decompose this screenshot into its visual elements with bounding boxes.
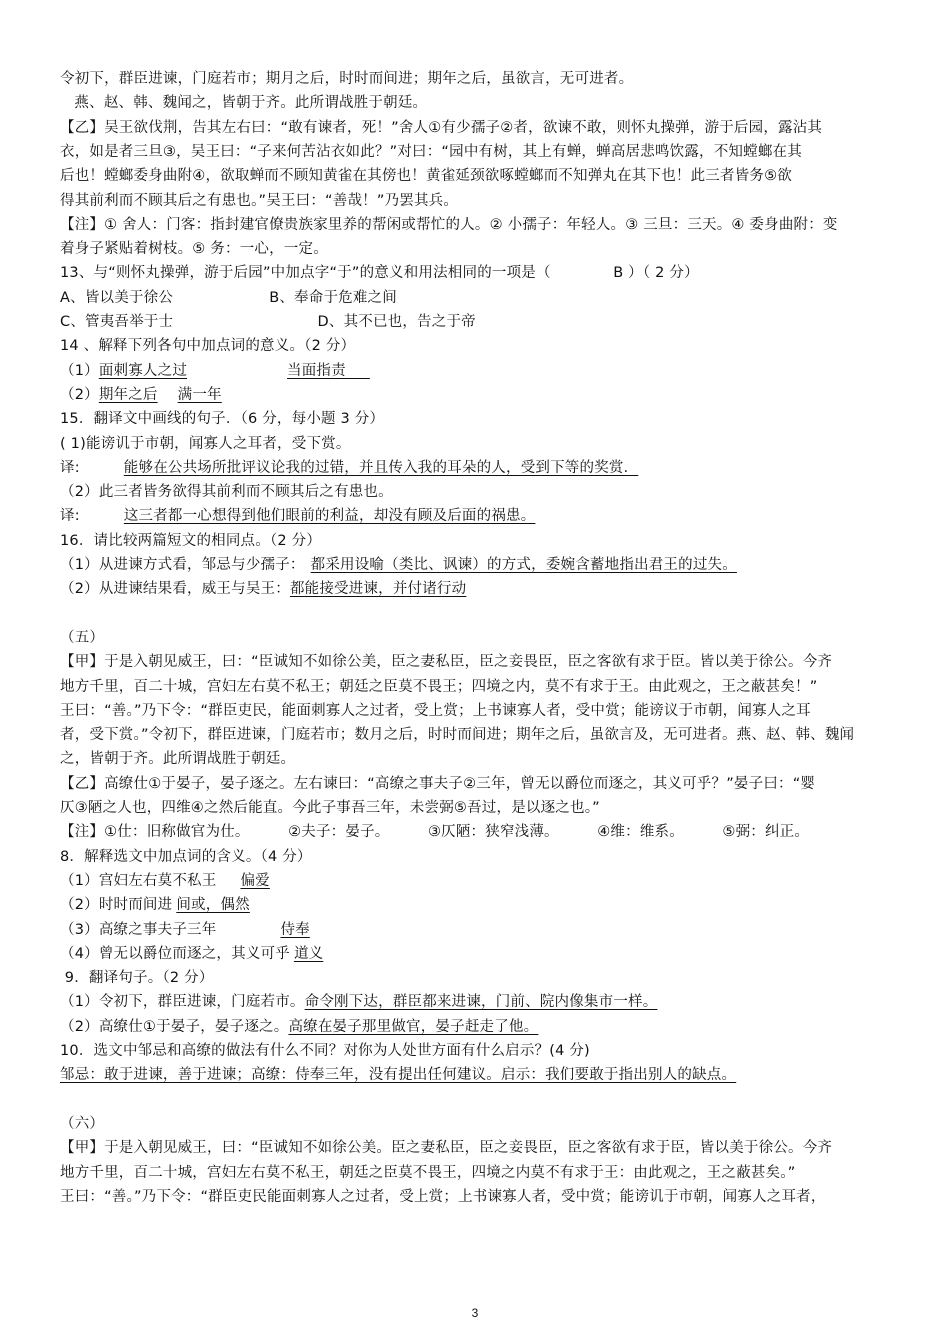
line-text: 王曰：“善。”乃下令：“群臣吏民，能面刺寡人之过者，受上赏；上书谏寡人者，受中赏；能谤议于市朝，闻寡人之耳 (60, 702, 811, 719)
page-number: 3 (471, 1306, 479, 1320)
line-text: 14 、解释下列各句中加点词的意义。（2 分） (60, 338, 356, 355)
line-text: 16．请比较两篇短文的相同点。（2 分） (60, 532, 322, 549)
line-text: 者，受下赏。”令初下，群臣进谏，门庭若市；数月之后，时时而间进；期年之后，虽欲言及，无可进者。燕、赵、韩、魏闻 (60, 727, 855, 744)
line-text: 8．解释选文中加点词的含义。（4 分） (60, 848, 312, 865)
line-text: （1）从进谏方式看，邹忌与少孺子： (60, 557, 305, 573)
line-text: 【注】① 舍人：门客：指封建官僚贵族家里养的帮闲或帮忙的人。② 小孺子：年轻人。③ 三旦：三天。④ 委身曲附：变 (60, 216, 838, 233)
underlined-phrase: 期年之后 (98, 386, 158, 403)
answer-text: 侍奉 (280, 921, 310, 938)
text-line (60, 1186, 910, 1208)
line-text: 王曰：“善。”乃下令：“群臣吏民能面刺寡人之过者，受上赏；上书谏寡人者，受中赏；能谤讥于市朝，闻寡人之耳者， (60, 1188, 826, 1205)
line-text: 15．翻译文中画线的句子．（6 分，每小题 3 分） (60, 411, 385, 428)
answer-text: 命令刚下达，群臣都来进谏，门前、院内像集市一样。 (304, 994, 658, 1011)
text-line (60, 967, 910, 989)
text-line (60, 627, 910, 649)
text-line (60, 894, 910, 916)
text-line (60, 335, 910, 357)
text-line (60, 821, 910, 843)
line-text: 【乙】吴王欲伐荆，告其左右曰：“敢有谏者，死！”舍人①有少孺子②者，欲谏不敢，则怀丸操弹，游于后园，露沾其 (60, 119, 823, 136)
text-line (60, 797, 910, 819)
text-line (60, 68, 910, 90)
text-line (60, 651, 910, 673)
line-text: 地方千里，百二十城，宫妇左右莫不私王，朝廷之臣莫不畏王，四境之内莫不有求于王：由此观之，王之蔽甚矣。” (60, 1164, 796, 1181)
line-text: （1） (60, 362, 99, 379)
line-text: 译: (60, 508, 80, 525)
answer-text: 满一年 (177, 386, 222, 403)
line-text: 10．选文中邹忌和高缭的做法有什么不同？对你为人处世方面有什么启示？(4 分) (60, 1043, 590, 1059)
line-text: 【注】①仕：旧称做官为仕。 ②夫子：晏子。 ③仄陋：狭窄浅薄。 ④维：维系。 ⑤弼：纠正。 (60, 824, 810, 841)
text-line (60, 360, 910, 382)
text-line (60, 773, 910, 795)
text-line (60, 262, 910, 284)
text-line (60, 676, 910, 698)
answer-text: 这三者都一心想得到他们眼前的利益，却没有顾及后面的祸患。 (123, 508, 536, 525)
underlined-phrase: 面刺寡人之过 (98, 362, 188, 379)
line-text: （4）曾无以爵位而逐之，其义可乎 (60, 945, 290, 962)
text-line (60, 505, 910, 527)
text-line (60, 554, 910, 576)
text-line (60, 530, 910, 552)
text-line (60, 748, 910, 770)
text-line (60, 1162, 910, 1184)
line-text: （2）时时而间进 (60, 897, 173, 914)
answer-text: 能够在公共场所批评议论我的过错，并且传入我的耳朵的人，受到下等的奖赏． (123, 459, 639, 476)
text-line (60, 1064, 910, 1086)
line-text: 地方千里，百二十城，宫妇左右莫不私王；朝廷之臣莫不畏王；四境之内，莫不有求于王。由此观之，王之蔽甚矣！” (60, 678, 818, 695)
answer-text: 当面指责 (287, 362, 370, 379)
line-text: （五） (60, 629, 105, 646)
text-line (60, 481, 910, 503)
text-line (60, 238, 910, 260)
line-text: 令初下，群臣进谏，门庭若市；期月之后，时时而间进；期年之后，虽欲言，无可进者。 (60, 71, 634, 87)
answer-text: 邹忌：敢于进谏，善于进谏；高缭：侍奉三年，没有提出任何建议。启示：我们要敢于指出别人的缺点。 (60, 1067, 737, 1084)
text-line (60, 92, 910, 114)
text-line (60, 991, 910, 1013)
line-text: （六） (60, 1115, 105, 1132)
line-text: C、管夷吾举于士 D、其不已也，告之于帝 (60, 314, 476, 330)
line-text: （1）令初下，群臣进谏，门庭若市。 (60, 994, 305, 1011)
text-line (60, 870, 910, 892)
text-line (60, 1137, 910, 1159)
text-line (60, 117, 910, 139)
line-text: 9．翻译句子。（2 分） (60, 970, 214, 987)
line-text: 【甲】于是入朝见威王，曰：“臣诚知不如徐公美。臣之妻私臣，臣之妾畏臣，臣之客欲有求于臣，皆以美于徐公。今齐 (60, 1140, 833, 1157)
answer-text: 间或，偶然 (176, 897, 250, 914)
line-text: （3）高缭之事夫子三年 (60, 921, 217, 938)
text-line (60, 457, 910, 479)
line-text: 后也！螳螂委身曲附④，欲取蝉而不顾知黄雀在其傍也！黄雀延颈欲啄螳螂而不知弹丸在其下也！此三者皆务⑤欲 (60, 168, 792, 185)
text-line (60, 943, 910, 965)
text-line (60, 287, 910, 309)
text-line (60, 141, 910, 163)
line-text: A、皆以美于徐公 B、奉命于危难之间 (60, 289, 397, 306)
text-line (60, 1016, 910, 1038)
text-line (60, 311, 910, 333)
line-text: （1）宫妇左右莫不私王 (60, 872, 217, 889)
text-line (60, 433, 910, 455)
line-text: （2）此三者皆务欲得其前利而不顾其后之有患也。 (60, 484, 393, 501)
line-text: 之，皆朝于齐。此所谓战胜于朝廷。 (60, 751, 296, 768)
line-text: 译: (60, 459, 80, 476)
line-text: 【乙】高缭仕①于晏子，晏子逐之。左右谏曰：“高缭之事夫子②三年，曾无以爵位而逐之，其义可乎？”晏子曰：“婴 (60, 775, 816, 792)
answer-text: 都能接受进谏，并付诸行动 (289, 581, 467, 598)
answer-text: 偏爱 (240, 872, 270, 889)
line-text: （2） (60, 386, 99, 403)
text-line (60, 214, 910, 236)
answer-text: 都采用设喻（类比、讽谏）的方式，委婉含蓄地指出君王的过失。 (310, 557, 737, 573)
line-text: 13、与“则怀丸操弹，游于后园”中加点字“于”的意义和用法相同的一项是（ B ）（ 2 分） (60, 265, 699, 282)
line-text: 衣，如是者三旦③，吴王曰：“子来何苦沾衣如此？”对曰：“园中有树，其上有蝉，蝉高居悲鸣饮露，不知螳螂在其 (60, 143, 802, 160)
line-text: 着身子紧贴着树枝。⑤ 务：一心，一定。 (60, 241, 328, 258)
line-text: （2）高缭仕①于晏子，晏子逐之。 (60, 1018, 289, 1035)
line-text: （2）从进谏结果看，威王与吴王： (60, 581, 290, 598)
line-text: 得其前利而不顾其后之有患也。”吴王曰：“善哉！”乃罢其兵。 (60, 192, 459, 209)
text-line (60, 919, 910, 941)
text-line (60, 724, 910, 746)
answer-text: 道义 (293, 945, 324, 962)
text-line (60, 190, 910, 212)
line-text: 仄③陋之人也，四维④之然后能直。今此子事吾三年，未尝弼⑤吾过，是以逐之也。” (60, 800, 600, 816)
text-line (60, 578, 910, 600)
text-line (60, 408, 910, 430)
line-text: 【甲】于是入朝见威王，曰：“臣诚知不如徐公美，臣之妻私臣，臣之妾畏臣，臣之客欲有求于臣。皆以美于徐公。今齐 (60, 654, 833, 671)
text-line (60, 165, 910, 187)
text-line (60, 1040, 910, 1062)
text-line (60, 700, 910, 722)
text-line (60, 846, 910, 868)
text-line (60, 603, 910, 625)
line-text: 燕、赵、韩、魏闻之，皆朝于齐。此所谓战胜于朝廷。 (60, 95, 428, 112)
text-line (60, 1089, 910, 1111)
text-line (60, 1113, 910, 1135)
line-text: ( 1)能谤讥于市朝，闻寡人之耳者，受下赏。 (60, 435, 351, 452)
text-line (60, 384, 910, 406)
answer-text: 高缭在晏子那里做官，晏子赶走了他。 (288, 1018, 539, 1035)
